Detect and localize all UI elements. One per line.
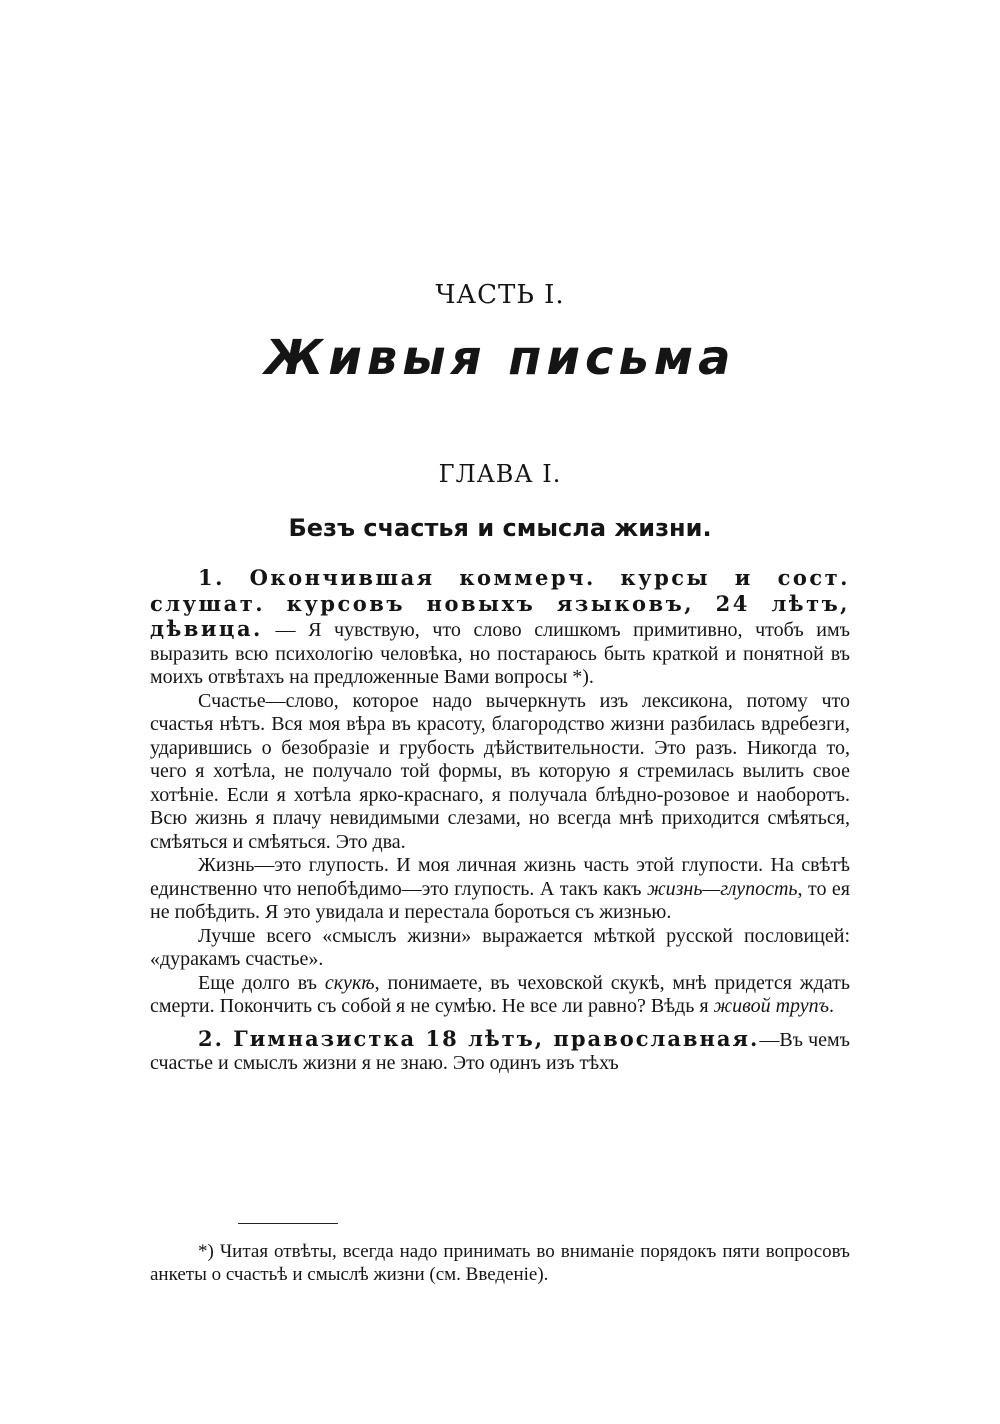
chapter-title: ГЛАВА I. (438, 460, 562, 488)
paragraph-text: Еще долго въ (198, 971, 325, 994)
entry-2-heading: 2. Гимназистка 18 лѣтъ, православная. (198, 1025, 760, 1051)
book-title: Живыя письма (264, 330, 736, 386)
body-text (150, 566, 850, 1076)
paragraph-text: . (829, 995, 835, 1017)
entry-1-paragraph (150, 566, 850, 690)
part-title: ЧАСТЬ I. (435, 280, 565, 310)
footnote-divider (238, 1223, 338, 1224)
paragraph-text: , то ея не побѣдить. Я это увидала и перестала бороться съ жизнью. (150, 877, 850, 923)
entry-2-text: —Въ чемъ счастье и смыслъ жизни я не знаю. Это одинъ изъ тѣхъ (150, 1028, 850, 1074)
chapter-subtitle: Безъ счастья и смысла жизни. (288, 514, 712, 542)
entry-1-paragraph-5 (150, 972, 850, 1019)
emphasis-text: жизнь—глупость (646, 877, 798, 900)
entry-1-paragraph-2: Счастье—слово, которое надо вычеркнуть изъ лексикона, потому что счастья нѣтъ. Вся моя вѣра въ красоту, благородство жизни разбилась вдребезги, ударившись о безобразіе и грубость дѣйствительности. Это разъ. Никогда то, чего я хотѣла, не получало той формы, въ которую я стремилась вылить свое хотѣніе. Если я хотѣла ярко-краснаго, я получала блѣдно-розовое и наоборотъ. Всю жизнь я плачу невидимыми слезами, но всегда мнѣ приходится смѣяться, смѣяться и смѣяться. Это два. (150, 689, 850, 853)
paragraph-text: Жизнь—это глупость. И моя личная жизнь часть этой глупости. На свѣтѣ единственно что непобѣдимо—это глупость. А такъ какъ (150, 854, 850, 900)
entry-1-paragraph-4: Лучше всего «смыслъ жизни» выражается мѣткой русской пословицей: «дуракамъ счастье». (150, 924, 850, 970)
footnote (150, 1240, 850, 1286)
footnote-text: *) Читая отвѣты, всегда надо принимать во вниманіе порядокъ пяти вопросовъ анкеты о счастьѣ и смыслѣ жизни (см. Введеніе). (150, 1241, 850, 1285)
entry-1-heading: 1. Окончившая коммерч. курсы и сост. слушат. курсовъ новыхъ языковъ, 24 лѣтъ, дѣвица. (150, 565, 850, 641)
emphasis-text: скукѣ (324, 971, 375, 994)
entry-1-text: — Я чувствую, что слово слишкомъ примитивно, чтобъ имъ выразить всю психологію человѣка, но постараюсь быть краткой и понятной въ моихъ отвѣтахъ на предложенные Вами вопросы *). (150, 619, 850, 688)
paragraph-text: , понимаете, въ чеховской скукѣ, мнѣ придется ждать смерти. Покончить съ собой я не сумѣю. Не все ли равно? Вѣдь я (150, 971, 850, 1017)
emphasis-text: живой трупъ (713, 995, 830, 1017)
entry-1-paragraph-3 (150, 854, 850, 925)
entry-2-paragraph (150, 1027, 850, 1076)
